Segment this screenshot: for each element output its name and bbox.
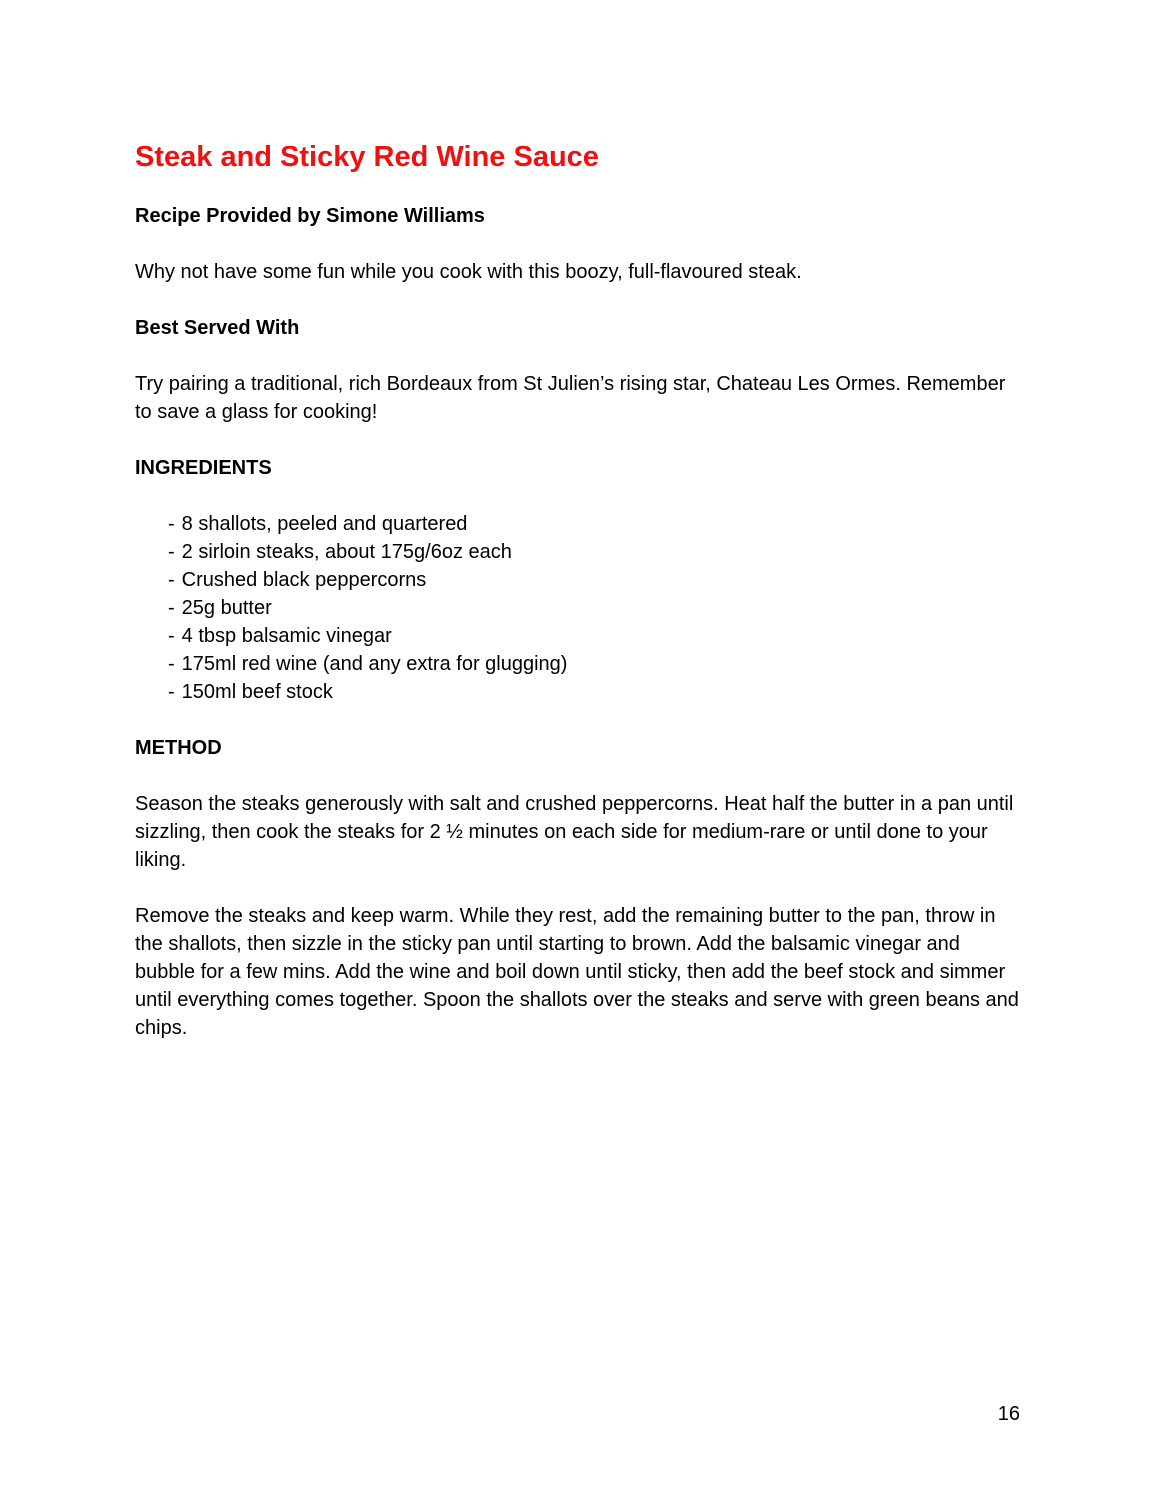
recipe-byline: Recipe Provided by Simone Williams [135, 205, 485, 227]
method-heading: METHOD [135, 737, 222, 759]
ingredient-item [168, 678, 1023, 706]
recipe-title: Steak and Sticky Red Wine Sauce [135, 141, 599, 173]
method-paragraph-2: Remove the steaks and keep warm. While they rest, add the remaining butter to the pan, throw in the shallots, then sizzle in the sticky pan until starting to brown. Add the balsamic vinegar and bubble for a few mins. Add the wine and boil down until sticky, then add the beef stock and simmer until everything comes together. Spoon the shallots over the steaks and serve with green beans and chips. [135, 905, 1019, 1039]
ingredient-item [168, 566, 1023, 594]
dash-bullet: - [168, 653, 175, 675]
dash-bullet: - [168, 541, 175, 563]
page-content [135, 140, 1023, 1070]
ingredient-text: 150ml beef stock [181, 681, 333, 703]
ingredient-item [168, 622, 1023, 650]
ingredient-item [168, 538, 1023, 566]
best-served-text: Try pairing a traditional, rich Bordeaux from St Julien’s rising star, Chateau Les Ormes. Remember to save a glass for cooking! [135, 373, 1006, 423]
ingredient-item [168, 650, 1023, 678]
ingredient-text: Crushed black peppercorns [181, 569, 427, 591]
dash-bullet: - [168, 569, 175, 591]
dash-bullet: - [168, 625, 175, 647]
ingredient-item [168, 594, 1023, 622]
dash-bullet: - [168, 681, 175, 703]
method-paragraph-1: Season the steaks generously with salt and crushed peppercorns. Heat half the butter in a pan until sizzling, then cook the steaks for 2 ½ minutes on each side for medium-rare or until done to your liking. [135, 793, 1014, 871]
ingredients-list [135, 510, 1023, 706]
dash-bullet: - [168, 513, 175, 535]
dash-bullet: - [168, 597, 175, 619]
ingredient-text: 175ml red wine (and any extra for glugging) [181, 653, 568, 675]
ingredients-heading: INGREDIENTS [135, 457, 272, 479]
ingredient-text: 2 sirloin steaks, about 175g/6oz each [181, 541, 512, 563]
ingredient-text: 8 shallots, peeled and quartered [181, 513, 468, 535]
ingredient-text: 25g butter [181, 597, 272, 619]
page-number: 16 [997, 1403, 1020, 1425]
ingredient-item [168, 510, 1023, 538]
best-served-heading: Best Served With [135, 317, 300, 339]
recipe-intro: Why not have some fun while you cook with this boozy, full-flavoured steak. [135, 261, 802, 283]
ingredient-text: 4 tbsp balsamic vinegar [181, 625, 392, 647]
